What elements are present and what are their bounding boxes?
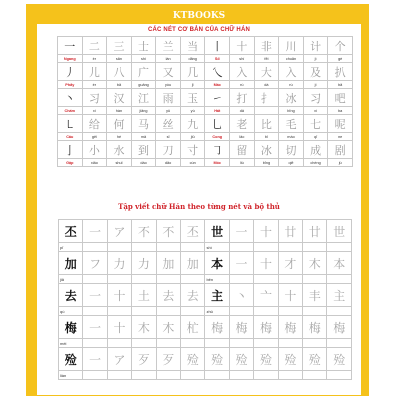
practice-pinyin-cell xyxy=(132,339,156,348)
pinyin-label: rù xyxy=(230,81,255,89)
stroke-char-cell: 冰 xyxy=(254,141,279,159)
pinyin-label xyxy=(254,107,279,115)
practice-char-cell: フ xyxy=(83,252,107,275)
stroke-char-cell: 刀 xyxy=(156,141,181,159)
practice-char-cell: 梅 xyxy=(278,316,302,339)
practice-char-cell: 梅 xyxy=(205,316,229,339)
practice-char-cell: 不 xyxy=(132,220,156,243)
stroke-char-cell: 吧 xyxy=(328,89,353,107)
practice-pinyin-cell xyxy=(156,371,180,380)
practice-char-row xyxy=(59,284,352,307)
stroke-char-cell: 儿 xyxy=(82,63,107,81)
pinyin-label: lǎo xyxy=(230,133,255,141)
practice-char-cell: 丕 xyxy=(181,220,205,243)
practice-pinyin-cell xyxy=(254,243,278,252)
stroke-char-row xyxy=(58,115,353,133)
stroke-char-cell: 习 xyxy=(82,89,107,107)
practice-char-cell: 木 xyxy=(303,252,327,275)
practice-char-cell: ア xyxy=(107,348,131,371)
practice-pinyin-cell xyxy=(278,243,302,252)
pinyin-label: jù xyxy=(328,159,353,167)
stroke-char-cell: 玉 xyxy=(180,89,205,107)
practice-pinyin-cell xyxy=(254,371,278,380)
stroke-char-cell: 亅 xyxy=(58,141,83,159)
practice-pinyin-row xyxy=(59,371,352,380)
practice-char-cell: 十 xyxy=(254,220,278,243)
stroke-label-row xyxy=(58,81,353,89)
practice-pinyin-cell xyxy=(327,371,352,380)
stroke-char-cell: 及 xyxy=(303,63,328,81)
stroke-char-cell: 丶 xyxy=(58,89,83,107)
practice-pinyin-cell xyxy=(229,339,253,348)
practice-char-cell: 力 xyxy=(132,252,156,275)
practice-pinyin-cell xyxy=(327,307,352,316)
practice-char-cell: 梅 xyxy=(327,316,352,339)
practice-char-cell: 殓 xyxy=(181,348,205,371)
pinyin-label: bā xyxy=(107,81,132,89)
practice-pinyin-cell xyxy=(327,339,352,348)
pinyin-label: dāo xyxy=(156,159,181,167)
pinyin-label: fēi xyxy=(254,55,279,63)
stroke-name-label: Gập xyxy=(58,159,83,167)
stroke-char-cell: 丿 xyxy=(58,63,83,81)
stroke-char-cell: 乚 xyxy=(205,115,230,133)
practice-pinyin-cell xyxy=(229,371,253,380)
practice-pinyin-cell: qù xyxy=(59,307,83,316)
practice-pinyin-cell xyxy=(181,371,205,380)
practice-char-cell: 一 xyxy=(83,284,107,307)
stroke-char-cell: 何 xyxy=(107,115,132,133)
pinyin-label: ér xyxy=(82,81,107,89)
practice-char-cell: 一 xyxy=(229,220,253,243)
practice-pinyin-cell xyxy=(229,275,253,284)
practice-pinyin-row xyxy=(59,243,352,252)
practice-char-cell: 殓 xyxy=(303,348,327,371)
stroke-char-cell: 九 xyxy=(180,115,205,133)
practice-char-cell: 主 xyxy=(205,284,229,307)
stroke-char-cell: 士 xyxy=(131,37,156,55)
stroke-char-cell: 入 xyxy=(279,63,304,81)
stroke-char-cell: 广 xyxy=(131,63,156,81)
pinyin-label: máo xyxy=(279,133,304,141)
stroke-char-cell: 丝 xyxy=(156,115,181,133)
practice-char-cell: 十 xyxy=(107,316,131,339)
pinyin-label: chéng xyxy=(303,159,328,167)
pinyin-label: yòu xyxy=(156,81,181,89)
pinyin-label: bīng xyxy=(279,107,304,115)
practice-pinyin-cell xyxy=(181,307,205,316)
practice-char-row xyxy=(59,316,352,339)
stroke-char-cell: 二 xyxy=(82,37,107,55)
pinyin-label: jí xyxy=(303,81,328,89)
pinyin-label: chuān xyxy=(279,55,304,63)
stroke-char-cell: 川 xyxy=(279,37,304,55)
practice-pinyin-cell xyxy=(132,307,156,316)
brand-logo: KTBOOKS xyxy=(172,11,226,21)
practice-char-row xyxy=(59,252,352,275)
practice-pinyin-row xyxy=(59,275,352,284)
practice-pinyin-cell xyxy=(132,243,156,252)
section1-title: CÁC NÉT CƠ BẢN CỦA CHỮ HÁN xyxy=(147,27,251,33)
stroke-char-cell: 雨 xyxy=(156,89,181,107)
practice-char-cell: 殓 xyxy=(229,348,253,371)
pinyin-label: bǐ xyxy=(254,133,279,141)
practice-pinyin-cell xyxy=(254,307,278,316)
practice-pinyin-cell: běn xyxy=(205,275,229,284)
stroke-char-row xyxy=(58,37,353,55)
stroke-char-row xyxy=(58,63,353,81)
stroke-char-cell: 给 xyxy=(82,115,107,133)
pinyin-label: xí xyxy=(303,107,328,115)
practice-pinyin-cell xyxy=(181,275,205,284)
pinyin-label: qiē xyxy=(279,159,304,167)
pinyin-label: xí xyxy=(82,107,107,115)
practice-pinyin-cell xyxy=(303,307,327,316)
practice-pinyin-cell xyxy=(132,371,156,380)
practice-char-cell: 才 xyxy=(278,252,302,275)
practice-pinyin-cell: jiā xyxy=(59,275,83,284)
practice-char-cell: 殓 xyxy=(327,348,352,371)
pinyin-label: ba xyxy=(328,107,353,115)
stroke-char-cell: 八 xyxy=(107,63,132,81)
practice-pinyin-cell xyxy=(278,371,302,380)
stroke-char-cell: 一 xyxy=(58,37,83,55)
stroke-char-cell: 又 xyxy=(156,63,181,81)
stroke-name-label: Phẩy xyxy=(58,81,83,89)
pinyin-label: dào xyxy=(131,159,156,167)
practice-pinyin-cell xyxy=(254,339,278,348)
practice-pinyin-cell: méi xyxy=(59,339,83,348)
pinyin-label: dāng xyxy=(180,55,205,63)
practice-pinyin-cell xyxy=(156,243,180,252)
practice-pinyin-cell: zhǔ xyxy=(205,307,229,316)
practice-pinyin-row xyxy=(59,307,352,316)
practice-char-cell: 力 xyxy=(107,252,131,275)
practice-pinyin-cell xyxy=(278,339,302,348)
practice-pinyin-row xyxy=(59,339,352,348)
stroke-char-cell: 成 xyxy=(303,141,328,159)
practice-pinyin-cell xyxy=(132,275,156,284)
practice-char-cell: 梅 xyxy=(254,316,278,339)
practice-char-cell: 主 xyxy=(327,284,352,307)
practice-pinyin-cell xyxy=(83,371,107,380)
practice-char-cell: 梅 xyxy=(229,316,253,339)
practice-char-cell: 十 xyxy=(107,284,131,307)
practice-char-cell: 一 xyxy=(83,220,107,243)
practice-pinyin-cell xyxy=(83,243,107,252)
stroke-name-label: Hất xyxy=(205,107,230,115)
stroke-char-cell: 几 xyxy=(180,63,205,81)
pinyin-label: sān xyxy=(107,55,132,63)
pinyin-label: gè xyxy=(328,55,353,63)
practice-char-cell: 去 xyxy=(156,284,180,307)
stroke-char-cell: 汉 xyxy=(107,89,132,107)
practice-pinyin-cell xyxy=(83,339,107,348)
stroke-char-cell: 切 xyxy=(279,141,304,159)
practice-pinyin-cell xyxy=(254,275,278,284)
stroke-char-cell: 到 xyxy=(131,141,156,159)
practice-char-cell: 世 xyxy=(205,220,229,243)
practice-pinyin-cell xyxy=(107,275,131,284)
practice-pinyin-cell: shì xyxy=(205,243,229,252)
practice-char-cell: 丶 xyxy=(229,284,253,307)
practice-char-cell: 一 xyxy=(83,316,107,339)
practice-char-cell: 世 xyxy=(327,220,352,243)
stroke-char-cell: 习 xyxy=(303,89,328,107)
stroke-char-cell: 毛 xyxy=(279,115,304,133)
stroke-char-cell: 乀 xyxy=(205,63,230,81)
pinyin-label: jiāng xyxy=(131,107,156,115)
practice-char-cell: 一 xyxy=(83,348,107,371)
section2-title: Tập viết chữ Hán theo từng nét và bộ thủ xyxy=(118,202,280,211)
worksheet-page xyxy=(37,9,361,395)
stroke-char-cell: 扒 xyxy=(328,63,353,81)
pinyin-label: jì xyxy=(303,55,328,63)
practice-pinyin-cell xyxy=(327,243,352,252)
stroke-char-cell: 马 xyxy=(131,115,156,133)
pinyin-label: cùn xyxy=(180,159,205,167)
practice-char-cell: 殓 xyxy=(205,348,229,371)
practice-pinyin-cell xyxy=(156,275,180,284)
pinyin-label: qī xyxy=(303,133,328,141)
practice-pinyin-cell: pī xyxy=(59,243,83,252)
pinyin-label: bīng xyxy=(254,159,279,167)
practice-char-cell: 殓 xyxy=(254,348,278,371)
stroke-char-cell: ㇀ xyxy=(205,89,230,107)
stroke-char-cell: 打 xyxy=(230,89,255,107)
practice-char-row xyxy=(59,220,352,243)
practice-char-cell: 歹 xyxy=(132,348,156,371)
stroke-char-cell: 比 xyxy=(254,115,279,133)
stroke-char-cell: 七 xyxy=(303,115,328,133)
practice-char-cell: 梅 xyxy=(59,316,83,339)
pinyin-label: èr xyxy=(82,55,107,63)
pinyin-label: yù xyxy=(180,107,205,115)
practice-table xyxy=(58,219,352,380)
practice-char-cell: 去 xyxy=(181,284,205,307)
practice-pinyin-cell xyxy=(303,275,327,284)
stroke-char-cell: 非 xyxy=(254,37,279,55)
pinyin-label: guǎng xyxy=(131,81,156,89)
stroke-char-cell: 小 xyxy=(82,141,107,159)
practice-pinyin-cell xyxy=(205,339,229,348)
pinyin-label: sī xyxy=(156,133,181,141)
practice-char-cell: 丰 xyxy=(303,284,327,307)
practice-pinyin-cell xyxy=(83,275,107,284)
practice-pinyin-cell xyxy=(303,243,327,252)
stroke-char-cell: 留 xyxy=(230,141,255,159)
practice-char-cell: 加 xyxy=(59,252,83,275)
practice-pinyin-cell xyxy=(303,371,327,380)
practice-pinyin-cell xyxy=(181,339,205,348)
stroke-label-row xyxy=(58,107,353,115)
practice-pinyin-cell xyxy=(107,371,131,380)
pinyin-label: hé xyxy=(107,133,132,141)
practice-char-cell: 不 xyxy=(156,220,180,243)
stroke-char-cell: 呢 xyxy=(328,115,353,133)
practice-pinyin-cell xyxy=(229,243,253,252)
pinyin-label: dà xyxy=(254,81,279,89)
stroke-char-cell: 十 xyxy=(230,37,255,55)
practice-char-cell: 廿 xyxy=(303,220,327,243)
stroke-char-cell: 三 xyxy=(107,37,132,55)
pinyin-label: xiǎo xyxy=(82,159,107,167)
stroke-char-cell: 兰 xyxy=(156,37,181,55)
practice-char-cell: 十 xyxy=(254,252,278,275)
stroke-name-label: Ngang xyxy=(58,55,83,63)
stroke-name-label: Mác xyxy=(205,81,230,89)
stroke-char-cell: 水 xyxy=(107,141,132,159)
pinyin-label: gěi xyxy=(82,133,107,141)
stroke-char-cell: 计 xyxy=(303,37,328,55)
practice-char-cell: 歹 xyxy=(156,348,180,371)
stroke-char-cell: ㇄ xyxy=(58,115,83,133)
stroke-label-row xyxy=(58,133,353,141)
practice-pinyin-cell xyxy=(205,371,229,380)
practice-char-cell: 去 xyxy=(59,284,83,307)
pinyin-label: dǎ xyxy=(230,107,255,115)
pinyin-label: bā xyxy=(328,81,353,89)
stroke-name-label: Sổ xyxy=(205,55,230,63)
stroke-char-cell: 扌 xyxy=(254,89,279,107)
practice-pinyin-cell xyxy=(107,307,131,316)
practice-pinyin-cell xyxy=(156,339,180,348)
stroke-label-row xyxy=(58,159,353,167)
practice-pinyin-cell xyxy=(278,307,302,316)
practice-char-cell: 杧 xyxy=(181,316,205,339)
practice-pinyin-cell xyxy=(278,275,302,284)
pinyin-label: mǎ xyxy=(131,133,156,141)
practice-char-cell: 加 xyxy=(181,252,205,275)
practice-pinyin-cell xyxy=(303,339,327,348)
stroke-char-row xyxy=(58,141,353,159)
practice-pinyin-cell xyxy=(156,307,180,316)
practice-char-cell: 梅 xyxy=(303,316,327,339)
stroke-char-cell: ㇆ xyxy=(205,141,230,159)
practice-pinyin-cell xyxy=(107,339,131,348)
stroke-name-label: Móc xyxy=(205,159,230,167)
stroke-char-cell: 冰 xyxy=(279,89,304,107)
practice-char-cell: 殓 xyxy=(278,348,302,371)
practice-pinyin-cell xyxy=(229,307,253,316)
practice-char-cell: 丕 xyxy=(59,220,83,243)
stroke-name-label: Câu xyxy=(58,133,83,141)
stroke-char-cell: 剧 xyxy=(328,141,353,159)
practice-char-cell: 廿 xyxy=(278,220,302,243)
pinyin-label: jiǔ xyxy=(180,133,205,141)
pinyin-label: jǐ xyxy=(180,81,205,89)
practice-char-cell: 木 xyxy=(132,316,156,339)
stroke-char-cell: 个 xyxy=(328,37,353,55)
practice-pinyin-cell: liàn xyxy=(59,371,83,380)
practice-char-cell: 殓 xyxy=(59,348,83,371)
stroke-name-label: Chấm xyxy=(58,107,83,115)
practice-char-cell: 木 xyxy=(156,316,180,339)
practice-char-cell: 本 xyxy=(327,252,352,275)
stroke-char-row xyxy=(58,89,353,107)
stroke-char-cell: 大 xyxy=(254,63,279,81)
stroke-char-cell: 江 xyxy=(131,89,156,107)
pinyin-label: rù xyxy=(279,81,304,89)
practice-char-row xyxy=(59,348,352,371)
practice-pinyin-cell xyxy=(327,275,352,284)
pinyin-label: yǔ xyxy=(156,107,181,115)
stroke-char-cell: 入 xyxy=(230,63,255,81)
practice-pinyin-cell xyxy=(83,307,107,316)
practice-char-cell: 土 xyxy=(132,284,156,307)
practice-char-cell: 加 xyxy=(156,252,180,275)
pinyin-label: lán xyxy=(156,55,181,63)
practice-char-cell: 一 xyxy=(229,252,253,275)
stroke-char-cell: 丨 xyxy=(205,37,230,55)
practice-char-cell: 本 xyxy=(205,252,229,275)
stroke-label-row xyxy=(58,55,353,63)
pinyin-label: hàn xyxy=(107,107,132,115)
practice-char-cell: 十 xyxy=(278,284,302,307)
stroke-char-cell: 当 xyxy=(180,37,205,55)
pinyin-label: shuǐ xyxy=(107,159,132,167)
pinyin-label: ne xyxy=(328,133,353,141)
strokes-table xyxy=(57,36,353,167)
practice-pinyin-cell xyxy=(181,243,205,252)
pinyin-label: shí xyxy=(230,55,255,63)
stroke-char-cell: 老 xyxy=(230,115,255,133)
practice-char-cell: ア xyxy=(107,220,131,243)
practice-char-cell: 亠 xyxy=(254,284,278,307)
stroke-char-cell: 寸 xyxy=(180,141,205,159)
pinyin-label: shì xyxy=(131,55,156,63)
stroke-name-label: Cong xyxy=(205,133,230,141)
practice-pinyin-cell xyxy=(107,243,131,252)
pinyin-label: liú xyxy=(230,159,255,167)
